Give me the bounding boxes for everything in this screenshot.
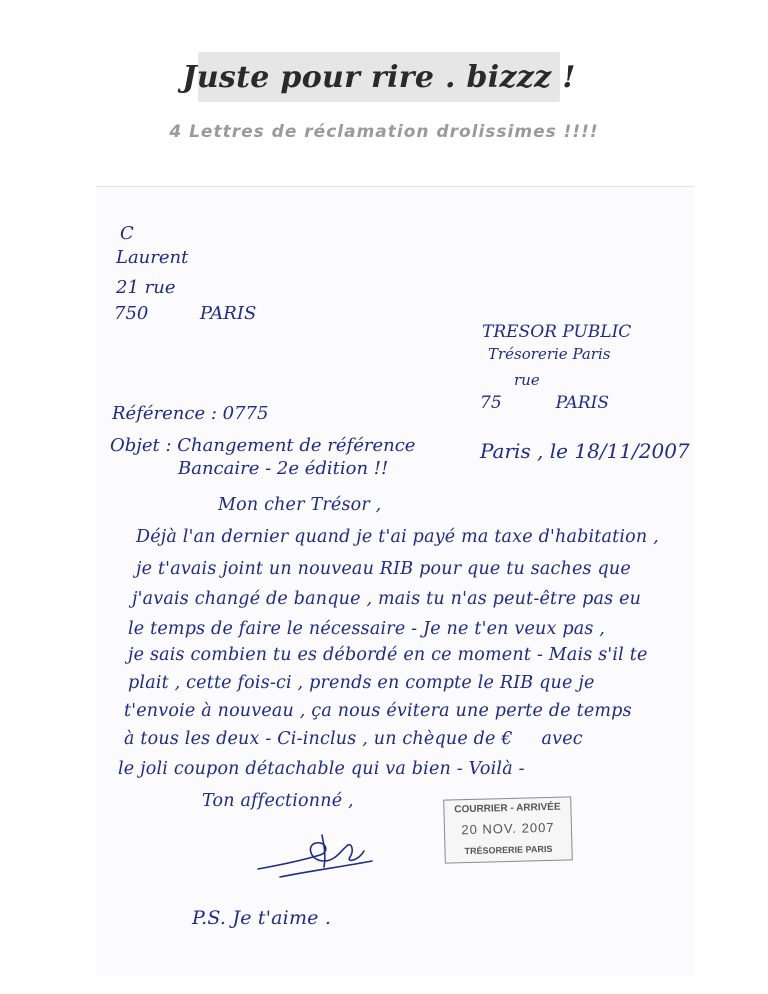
- object-line-1: Objet : Changement de référence: [110, 435, 416, 456]
- body-line-2: je t'avais joint un nouveau RIB pour que tu saches que: [136, 559, 631, 579]
- page-subtitle: 4 Lettres de réclamation drolissimes !!!!: [169, 122, 599, 142]
- body-line-7: t'envoie à nouveau , ça nous évitera une perte de temps: [124, 701, 632, 721]
- sender-line-1: C: [120, 223, 134, 244]
- sender-line-4: 750 PARIS: [114, 303, 257, 324]
- body-line-5: je sais combien tu es débordé en ce moment - Mais s'il te: [128, 645, 648, 665]
- place-date: Paris , le 18/11/2007: [480, 439, 690, 463]
- recipient-line-4: 75 PARIS: [480, 393, 609, 413]
- postscript: P.S. Je t'aime .: [192, 907, 332, 929]
- body-line-4: le temps de faire le nécessaire - Je ne t'en veux pas ,: [128, 619, 606, 639]
- closing: Ton affectionné ,: [202, 791, 354, 811]
- stamp-line-1: COURRIER - ARRIVÉE: [454, 801, 561, 816]
- reference-line: Référence : 0775: [112, 403, 269, 424]
- stamp-line-3: TRÉSORERIE PARIS: [464, 843, 553, 857]
- title-banner: [182, 52, 576, 102]
- body-line-8: à tous les deux - Ci-inclus , un chèque de € avec: [124, 729, 583, 749]
- object-line-2: Bancaire - 2e édition !!: [178, 458, 389, 479]
- sender-line-2: Laurent: [116, 247, 189, 268]
- banner-title: Juste pour rire . bizzz !: [182, 59, 576, 95]
- recipient-line-1: TRESOR PUBLIC: [482, 322, 632, 342]
- greeting: Mon cher Trésor ,: [218, 495, 382, 515]
- recipient-line-2: Trésorerie Paris: [488, 345, 611, 363]
- handwritten-letter: [96, 186, 694, 977]
- body-line-9: le joli coupon détachable qui va bien - Voilà -: [118, 759, 525, 779]
- body-line-6: plait , cette fois-ci , prends en compte le RIB que je: [128, 673, 595, 693]
- body-line-3: j'avais changé de banque , mais tu n'as peut-être pas eu: [132, 589, 642, 609]
- received-stamp: [443, 796, 573, 863]
- body-line-1: Déjà l'an dernier quand je t'ai payé ma taxe d'habitation ,: [136, 527, 659, 547]
- signature-icon: [250, 821, 380, 885]
- stamp-date: 20 NOV. 2007: [461, 819, 555, 838]
- sender-line-3: 21 rue: [116, 277, 176, 298]
- recipient-line-3: rue: [514, 371, 540, 389]
